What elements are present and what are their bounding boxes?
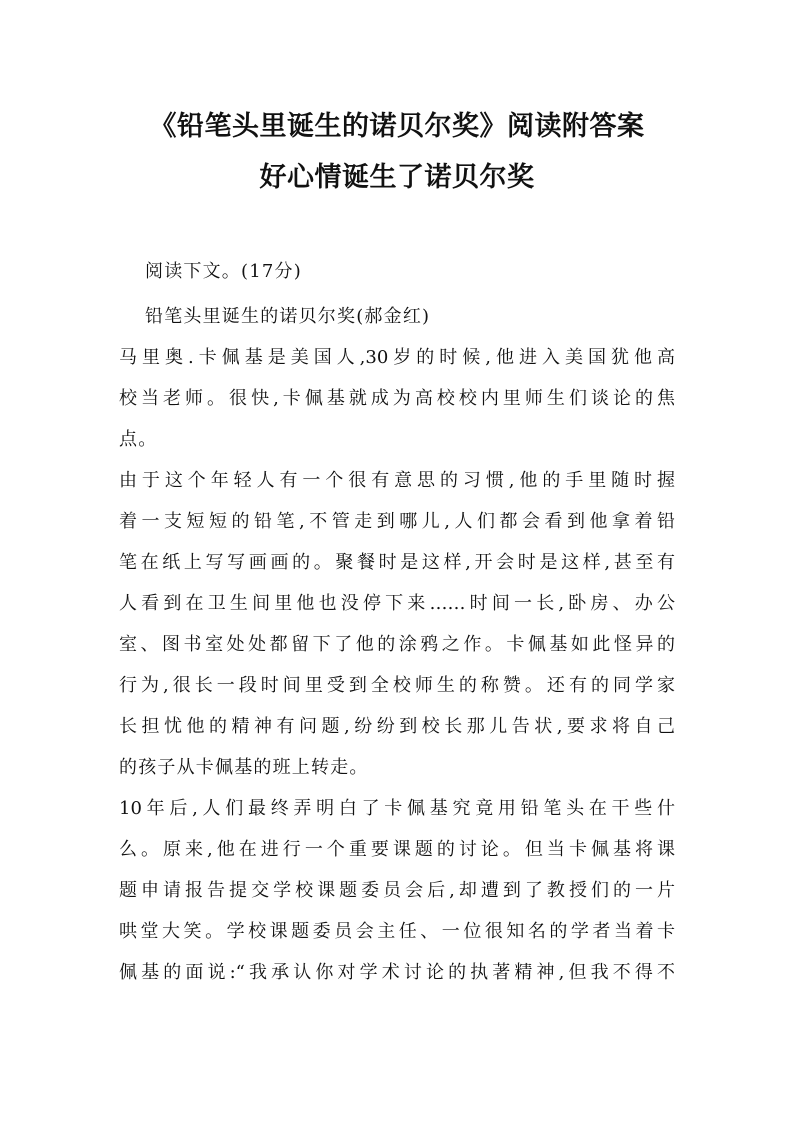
paragraph-line: 行为,很长一段时间里受到全校师生的称赞。还有的同学家	[119, 675, 675, 696]
paragraph-line: 校当老师。很快,卡佩基就成为高校校内里师生们谈论的焦	[119, 388, 675, 409]
paragraph-line: 点。	[119, 429, 158, 450]
paragraph-line: 题申请报告提交学校课题委员会后,却遭到了教授们的一片	[119, 880, 675, 901]
paragraph-line: 佩基的面说:“我承认你对学术讨论的执著精神,但我不得不	[119, 962, 675, 983]
paragraph-line: 笔在纸上写写画画的。聚餐时是这样,开会时是这样,甚至有	[119, 552, 675, 573]
paragraph-line: 铅笔头里诞生的诺贝尔奖(郝金红)	[145, 306, 431, 327]
paragraph-line: 哄堂大笑。学校课题委员会主任、一位很知名的学者当着卡	[119, 921, 675, 942]
paragraph-line: 10年后,人们最终弄明白了卡佩基究竟用铅笔头在干些什	[119, 798, 675, 819]
paragraph-line: 马里奥.卡佩基是美国人,30岁的时候,他进入美国犹他高	[119, 347, 675, 368]
paragraph-line: 着一支短短的铅笔,不管走到哪儿,人们都会看到他拿着铅	[119, 511, 675, 532]
paragraph-line: 由于这个年轻人有一个很有意思的习惯,他的手里随时握	[119, 470, 675, 491]
paragraph-line: 人看到在卫生间里他也没停下来……时间一长,卧房、办公	[119, 593, 675, 614]
paragraph-line: 么。原来,他在进行一个重要课题的讨论。但当卡佩基将课	[119, 839, 675, 860]
paragraph-line: 室、图书室处处都留下了他的涂鸦之作。卡佩基如此怪异的	[119, 634, 675, 655]
paragraph-line: 长担忧他的精神有问题,纷纷到校长那儿告状,要求将自己	[119, 716, 675, 737]
document-title: 《铅笔头里诞生的诺贝尔奖》阅读附答案	[149, 111, 645, 142]
paragraph-line: 的孩子从卡佩基的班上转走。	[119, 757, 369, 778]
paragraph-line: 阅读下文。(17分)	[145, 261, 302, 282]
document-subtitle: 好心情诞生了诺贝尔奖	[259, 162, 535, 193]
